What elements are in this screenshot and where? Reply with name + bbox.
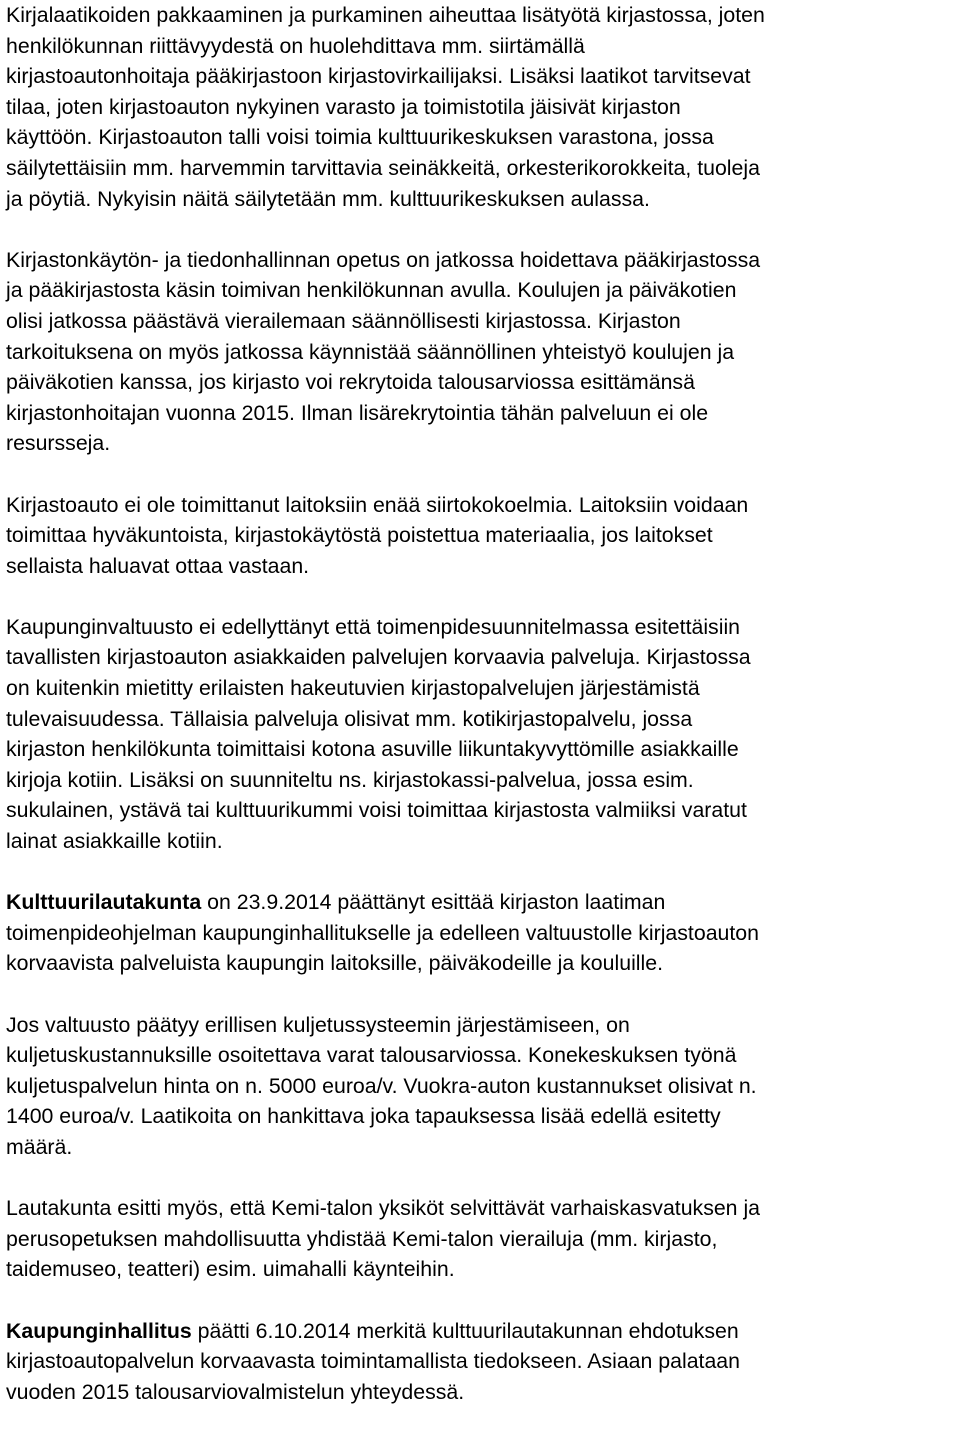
paragraph-culture-board-decision — [6, 887, 956, 979]
paragraph-text: Kirjalaatikoiden pakkaaminen ja purkaminen aiheuttaa lisätyötä kirjastossa, joten henkilökunnan riittävyydestä on huolehdittava mm. siirtämällä kirjastoautonhoitaja pääkirjastoon kirjastovirkailijaksi. Lisäksi laatikot tarvitsevat tilaa, joten kirjastoauton nykyinen varasto ja toimistotila jäisivät kirjaston käyttöön. Kirjastoauton talli voisi toimia kulttuurikeskuksen varastona, jossa säilytettäisiin mm. harvemmin tarvittavia seinäkkeitä, orkesterikorokkeita, tuoleja ja pöytiä. Nykyisin näitä säilytetään mm. kulttuurikeskuksen aulassa. — [6, 3, 765, 211]
paragraph-kemi-talo-visits — [6, 1193, 956, 1285]
document-page — [6, 0, 956, 1438]
paragraph-text: päätti 6.10.2014 merkitä kulttuurilautakunnan ehdotuksen kirjastoautopalvelun korvaavasta toimintamallista tiedokseen. Asiaan palataan vuoden 2015 talousarviovalmistelun yhteydessä. — [6, 1318, 740, 1404]
paragraph-text: Jos valtuusto päätyy erillisen kuljetussysteemin järjestämiseen, on kuljetuskustannuksille osoitettava varat talousarviossa. Konekeskuksen työnä kuljetuspalvelun hinta on n. 5000 euroa/v. Vuokra-auton kustannukset olisivat n. 1400 euroa/v. Laatikoita on hankittava joka tapauksessa lisää edellä esitetty määrä. — [6, 1012, 757, 1159]
paragraph-bold-lead: Kaupunginhallitus — [6, 1318, 192, 1343]
paragraph-text: on 23.9.2014 päättänyt esittää kirjaston laatiman toimenpideohjelman kaupunginhallitukselle ja edelleen valtuustolle kirjastoauton korvaavista palveluista kaupungin laitoksille, päiväkodeille ja kouluille. — [6, 890, 759, 976]
paragraph-institution-collections — [6, 490, 956, 582]
paragraph-text: Lautakunta esitti myös, että Kemi-talon yksiköt selvittävät varhaiskasvatuksen ja perusopetuksen mahdollisuutta yhdistää Kemi-talon vierailuja (mm. kirjasto, taidemuseo, teatteri) esim. uimahalli käynteihin. — [6, 1196, 761, 1282]
paragraph-book-boxes — [6, 0, 956, 214]
paragraph-text: Kaupunginvaltuusto ei edellyttänyt että toimenpidesuunnitelmassa esitettäisiin tavallisten kirjastoauton asiakkaiden palvelujen korvaavia palveluja. Kirjastossa on kuitenkin mietitty erilaisten hakeutuvien kirjastopalvelujen järjestämistä tulevaisuudessa. Tällaisia palveluja olisivat mm. kotikirjastopalvelu, jossa kirjaston henkilökunta toimittaisi kotona asuville liikuntakyvyttömille asiakkaille kirjoja kotiin. Lisäksi on suunniteltu ns. kirjastokassi-palvelua, jossa esim. sukulainen, ystävä tai kulttuurikummi voisi toimittaa kirjastosta valmiiksi varatut lainat asiakkaille kotiin. — [6, 614, 751, 854]
paragraph-library-instruction — [6, 245, 956, 459]
paragraph-text: Kirjastonkäytön- ja tiedonhallinnan opetus on jatkossa hoidettava pääkirjastossa ja pääkirjastosta käsin toimivan henkilökunnan avulla. Koulujen ja päiväkotien olisi jatkossa päästävä vierailemaan säännöllisesti kirjastossa. Kirjaston tarkoituksena on myös jatkossa käynnistää säännöllinen yhteistyö koulujen ja päiväkotien kanssa, jos kirjasto voi rekrytoida talousarviossa esittämänsä kirjastonhoitajan vuonna 2015. Ilman lisärekrytointia tähän palveluun ei ole resursseja. — [6, 247, 761, 456]
paragraph-text: Kirjastoauto ei ole toimittanut laitoksiin enää siirtokokoelmia. Laitoksiin voidaan toimittaa hyväkuntoista, kirjastokäytöstä poistettua materiaalia, jos laitokset sellaista haluavat ottaa vastaan. — [6, 492, 749, 578]
paragraph-city-board-decision — [6, 1316, 956, 1408]
paragraph-replacement-services — [6, 612, 956, 857]
paragraph-transport-costs — [6, 1010, 956, 1163]
paragraph-bold-lead: Kulttuurilautakunta — [6, 890, 202, 915]
